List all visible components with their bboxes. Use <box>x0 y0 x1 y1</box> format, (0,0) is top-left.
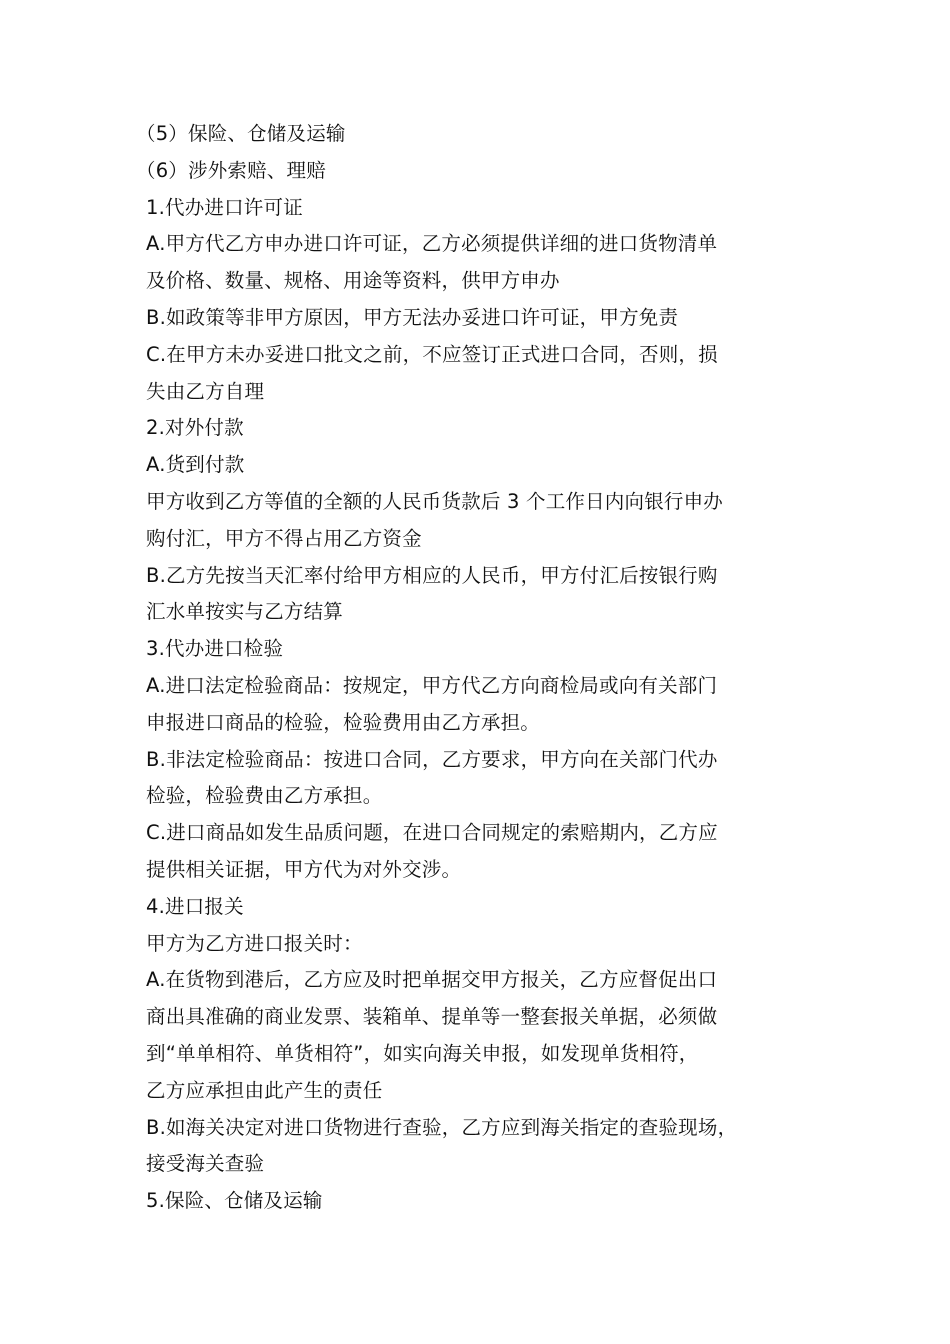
text-line: 申报进口商品的检验，检验费用由乙方承担。 <box>146 710 541 734</box>
text-line: B.如海关决定对进口货物进行查验，乙方应到海关指定的查验现场， <box>146 1115 738 1139</box>
text-line: B.乙方先按当天汇率付给甲方相应的人民币，甲方付汇后按银行购 <box>146 563 718 587</box>
text-line: C.在甲方未办妥进口批文之前，不应签订正式进口合同，否则，损 <box>146 342 718 366</box>
section-heading: 1.代办进口许可证 <box>146 195 303 219</box>
text-line: 汇水单按实与乙方结算 <box>146 600 344 624</box>
text-line: 检验，检验费由乙方承担。 <box>146 784 383 808</box>
text-line: A.货到付款 <box>146 453 245 477</box>
text-line: 失由乙方自理 <box>146 379 265 403</box>
document-body <box>136 116 836 1220</box>
text-line: （5）保险、仓储及运输 <box>136 122 346 145</box>
text-line: 购付汇，甲方不得占用乙方资金 <box>146 526 422 550</box>
text-line: 提供相关证据，甲方代为对外交涉。 <box>146 857 462 881</box>
text-line: B.如政策等非甲方原因，甲方无法办妥进口许可证，甲方免责 <box>146 305 679 329</box>
text-line: 接受海关查验 <box>146 1152 265 1176</box>
text-line: （6）涉外索赔、理赔 <box>136 158 326 182</box>
text-line: 到“单单相符、单货相符”，如实向海关申报，如发现单货相符， <box>146 1041 699 1065</box>
text-line: A.进口法定检验商品：按规定，甲方代乙方向商检局或向有关部门 <box>146 673 718 697</box>
text-line: 及价格、数量、规格、用途等资料，供甲方申办 <box>146 269 560 293</box>
text-line: 甲方收到乙方等值的全额的人民币货款后 3 个工作日内向银行申办 <box>146 489 724 513</box>
text-line: C.进口商品如发生品质问题，在进口合同规定的索赔期内，乙方应 <box>146 821 718 845</box>
text-line: B.非法定检验商品：按进口合同，乙方要求，甲方向在关部门代办 <box>146 747 718 771</box>
section-heading: 2.对外付款 <box>146 416 244 440</box>
text-line: 甲方为乙方进口报关时： <box>146 931 363 955</box>
text-line: 乙方应承担由此产生的责任 <box>146 1078 383 1102</box>
section-heading: 4.进口报关 <box>146 894 244 918</box>
text-line: 商出具准确的商业发票、装箱单、提单等一整套报关单据，必须做 <box>146 1005 718 1029</box>
text-line: A.在货物到港后，乙方应及时把单据交甲方报关，乙方应督促出口 <box>146 968 718 992</box>
section-heading: 5.保险、仓储及运输 <box>146 1189 323 1213</box>
section-heading: 3.代办进口检验 <box>146 637 284 661</box>
text-line: A.甲方代乙方申办进口许可证，乙方必须提供详细的进口货物清单 <box>146 232 718 256</box>
